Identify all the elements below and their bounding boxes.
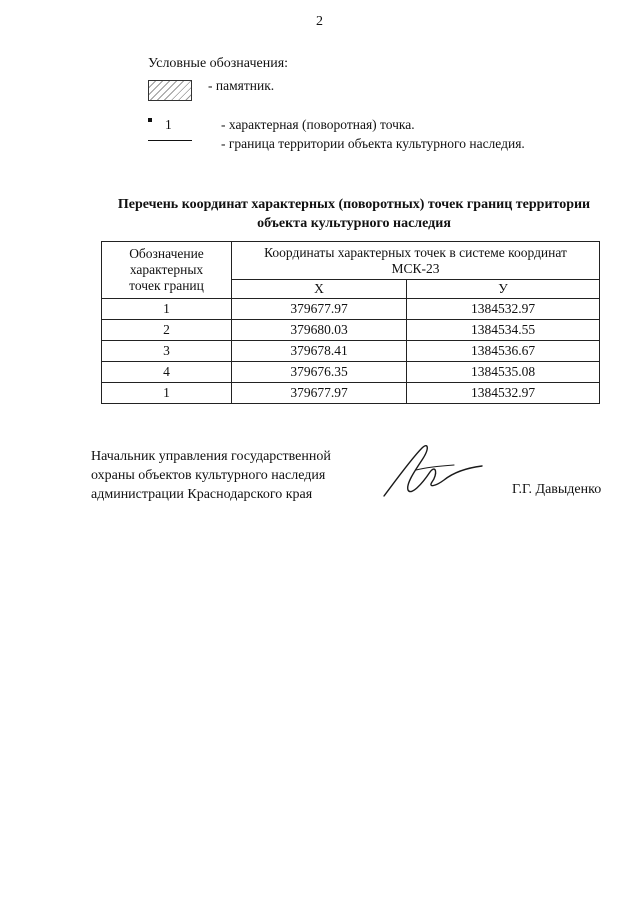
point-cell: 4 <box>102 362 232 383</box>
handwritten-signature <box>378 440 488 502</box>
x-cell: 379678.41 <box>232 341 407 362</box>
legend-title: Условные обозначения: <box>148 56 289 71</box>
x-cell: 379677.97 <box>232 299 407 320</box>
point-cell: 1 <box>102 383 232 404</box>
legend-border-text: - граница территории объекта культурного наследия. <box>221 136 525 151</box>
legend-monument-text: - памятник. <box>208 78 275 93</box>
table-row <box>102 383 600 404</box>
table-row <box>102 299 600 320</box>
table-row <box>102 362 600 383</box>
page-number: 2 <box>316 14 323 29</box>
table-title-line1: Перечень координат характерных (поворотных) точек границ территории <box>117 197 591 212</box>
y-cell: 1384535.08 <box>407 362 600 383</box>
x-header: Х <box>232 280 407 299</box>
coordinates-header: Координаты характерных точек в системе координат МСК-23 <box>232 242 600 280</box>
table-row <box>102 341 600 362</box>
point-cell: 2 <box>102 320 232 341</box>
x-cell: 379677.97 <box>232 383 407 404</box>
y-cell: 1384532.97 <box>407 383 600 404</box>
y-cell: 1384532.97 <box>407 299 600 320</box>
coordinates-table <box>101 241 600 404</box>
y-cell: 1384536.67 <box>407 341 600 362</box>
monument-hatch-swatch <box>148 80 192 101</box>
table-row <box>102 320 600 341</box>
x-cell: 379680.03 <box>232 320 407 341</box>
x-cell: 379676.35 <box>232 362 407 383</box>
y-cell: 1384534.55 <box>407 320 600 341</box>
border-line-icon <box>148 140 192 141</box>
y-header: У <box>407 280 600 299</box>
legend-point-number: 1 <box>165 117 172 132</box>
point-marker-icon <box>148 118 152 122</box>
table-header-row <box>102 242 600 280</box>
table-title <box>84 195 624 233</box>
legend-point-text: - характерная (поворотная) точка. <box>221 117 415 132</box>
point-cell: 3 <box>102 341 232 362</box>
signatory-name: Г.Г. Давыденко <box>512 482 602 497</box>
table-title-line2: объекта культурного наследия <box>257 216 451 231</box>
point-designation-header: Обозначение характерных точек границ <box>102 242 232 299</box>
signatory-title: Начальник управления государственной охраны объектов культурного наследия администрации Краснодарского края <box>91 449 331 502</box>
point-cell: 1 <box>102 299 232 320</box>
